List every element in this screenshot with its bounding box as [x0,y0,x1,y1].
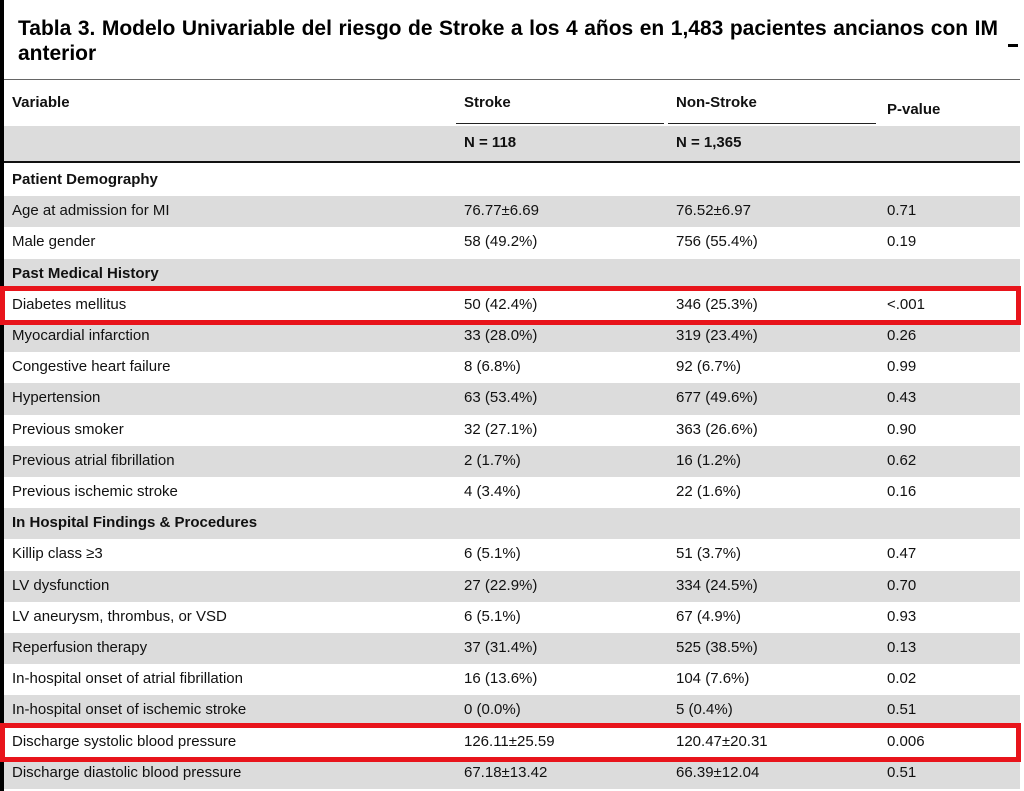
cell-pvalue: 0.006 [887,732,925,750]
cell-variable: Discharge systolic blood pressure [12,732,237,750]
table-row [4,758,1020,789]
cell-nonstroke: 319 (23.4%) [676,327,758,344]
cell-variable: Previous atrial fibrillation [12,451,175,469]
cell-variable: Age at admission for MI [12,202,170,220]
header-stroke: Stroke [464,94,511,111]
cell-nonstroke: 51 (3.7%) [676,545,742,563]
cell-nonstroke: 363 (26.6%) [676,420,758,438]
cell-variable: Diabetes mellitus [12,295,127,313]
cell-nonstroke: 67 (4.9%) [676,607,742,625]
header-stroke-n: N = 118 [464,134,517,151]
cell-stroke: 27 (22.9%) [464,576,538,594]
cell-variable: Discharge diastolic blood pressure [12,763,242,781]
cell-stroke: 50 (42.4%) [464,295,538,313]
section-label: Patient Demography [12,171,158,188]
table-row [4,602,1020,633]
cell-pvalue: 0.99 [887,358,917,376]
cell-variable: Congestive heart failure [12,358,171,376]
cell-nonstroke: 525 (38.5%) [676,639,758,656]
cell-pvalue: 0.26 [887,327,917,344]
header-n-row [4,126,1020,161]
section-label: Past Medical History [12,264,159,282]
cell-nonstroke: 334 (24.5%) [676,576,758,594]
cell-stroke: 8 (6.8%) [464,358,521,376]
table-row [4,196,1020,227]
table-top-rule [4,79,1020,80]
cell-stroke: 126.11±25.59 [464,732,555,750]
cell-stroke: 33 (28.0%) [464,327,538,344]
cell-nonstroke: 346 (25.3%) [676,295,758,313]
cell-nonstroke: 677 (49.6%) [676,389,758,407]
table-row [4,664,1020,695]
cell-pvalue: 0.13 [887,639,917,656]
section-label: In Hospital Findings & Procedures [12,514,258,532]
cell-variable: LV dysfunction [12,576,110,594]
cell-nonstroke: 66.39±12.04 [676,763,760,781]
title-dash-mark [1008,44,1018,47]
header-nonstroke-n: N = 1,365 [676,134,742,151]
table-row [4,227,1020,258]
highlight-box [0,723,1021,762]
cell-stroke: 16 (13.6%) [464,670,538,688]
cell-pvalue: 0.43 [887,389,917,407]
cell-nonstroke: 16 (1.2%) [676,451,742,469]
cell-stroke: 2 (1.7%) [464,451,521,469]
table-title: Tabla 3. Modelo Univariable del riesgo de Stroke a los 4 años en 1,483 pacientes ancianos con IM anterior [18,17,998,65]
table-row [4,633,1020,664]
cell-stroke: 0 (0.0%) [464,701,521,719]
cell-pvalue: 0.47 [887,545,917,563]
cell-nonstroke: 756 (55.4%) [676,233,758,251]
cell-variable: Hypertension [12,389,101,407]
section-row [4,508,1020,539]
cell-variable: Myocardial infarction [12,327,150,344]
cell-stroke: 6 (5.1%) [464,545,521,563]
cell-variable: In-hospital onset of ischemic stroke [12,701,247,719]
stroke-header-rule [456,123,664,124]
cell-nonstroke: 92 (6.7%) [676,358,742,376]
cell-pvalue: 0.02 [887,670,917,688]
cell-stroke: 76.77±6.69 [464,202,539,220]
cell-pvalue: 0.93 [887,607,917,625]
cell-pvalue: 0.71 [887,202,917,220]
cell-stroke: 37 (31.4%) [464,639,538,656]
cell-stroke: 4 (3.4%) [464,483,521,500]
cell-variable: Reperfusion therapy [12,639,148,656]
cell-variable: Killip class ≥3 [12,545,103,563]
cell-stroke: 67.18±13.42 [464,763,548,781]
cell-variable: Previous ischemic stroke [12,483,178,500]
header-bottom-rule [4,161,1020,163]
cell-pvalue: 0.90 [887,420,917,438]
table-row [4,321,1020,352]
cell-stroke: 58 (49.2%) [464,233,538,251]
table-row [4,383,1020,414]
cell-stroke: 63 (53.4%) [464,389,538,407]
cell-nonstroke: 104 (7.6%) [676,670,750,688]
cell-pvalue: 0.51 [887,763,917,781]
cell-variable: Male gender [12,233,96,251]
table-row [4,415,1020,446]
cell-pvalue: 0.62 [887,451,917,469]
cell-variable: Previous smoker [12,420,124,438]
cell-pvalue: 0.16 [887,483,917,500]
cell-variable: LV aneurysm, thrombus, or VSD [12,607,227,625]
cell-pvalue: 0.19 [887,233,917,251]
section-row [4,165,1020,196]
header-variable: Variable [12,94,70,111]
cell-nonstroke: 22 (1.6%) [676,483,742,500]
cell-stroke: 6 (5.1%) [464,607,521,625]
cell-pvalue: <.001 [887,295,925,313]
header-row [4,94,1020,124]
table-row [4,352,1020,383]
cell-nonstroke: 5 (0.4%) [676,701,733,719]
cell-variable: In-hospital onset of atrial fibrillation [12,670,243,688]
cell-nonstroke: 76.52±6.97 [676,202,751,220]
cell-nonstroke: 120.47±20.31 [676,732,768,750]
table-row [4,539,1020,570]
table-row [4,571,1020,602]
header-pvalue: P-value [887,101,941,118]
highlight-box [0,286,1021,325]
cell-pvalue: 0.70 [887,576,917,594]
cell-stroke: 32 (27.1%) [464,420,538,438]
nonstroke-header-rule [668,123,876,124]
cell-pvalue: 0.51 [887,701,917,719]
table-row [4,446,1020,477]
table-row [4,477,1020,508]
header-nonstroke: Non-Stroke [676,94,757,111]
